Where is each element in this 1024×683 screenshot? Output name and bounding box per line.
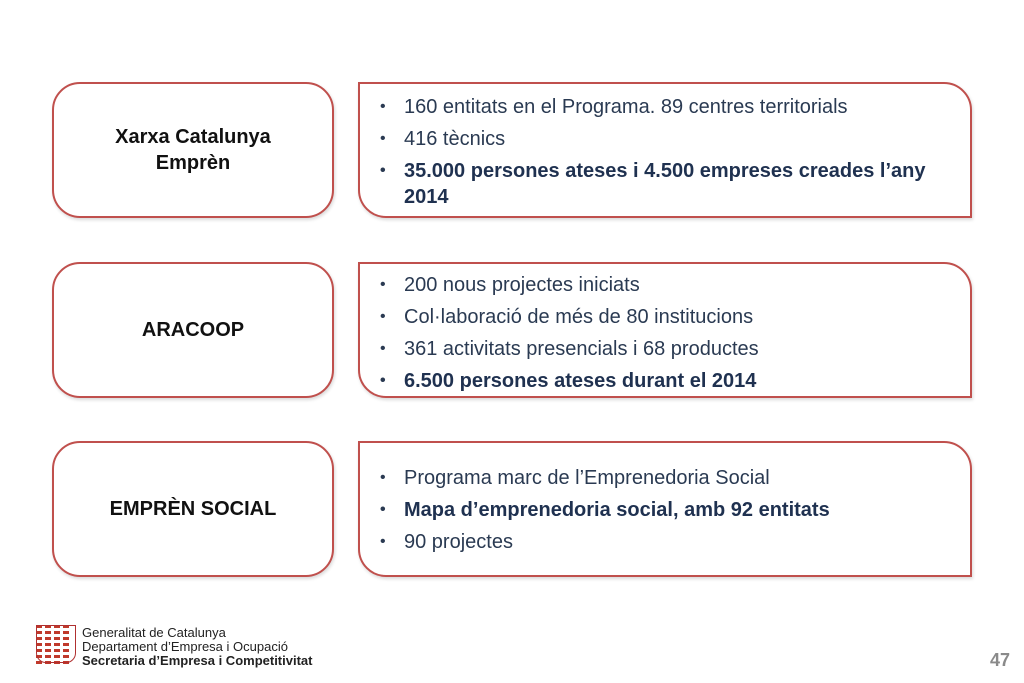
page-number: 47 [989,650,1010,670]
bullet-icon: • [380,533,386,550]
list-item: • 160 entitats en el Programa. 89 centres territorials [380,96,848,118]
list-item: • Col·laboració de més de 80 institucions [380,306,754,328]
content-box-xarxa-catalunya [358,82,972,218]
bullet-icon: • [380,98,386,115]
list-item: • 200 nous projectes iniciats [380,274,640,296]
footer-organization [82,626,312,668]
bullet-list [378,465,946,555]
list-item: • 90 projectes [380,531,513,553]
label-box-empren-social [52,441,334,577]
bullet-icon: • [380,308,386,325]
generalitat-logo-icon [36,625,78,665]
list-item: • Mapa d’emprenedoria social, amb 92 entitats [380,499,830,521]
list-item: • 35.000 persones ateses i 4.500 empreses creades l’any 2014 [380,160,926,208]
footer-line-3: Secretaria d’Empresa i Competitivitat [82,653,313,668]
label-text [142,317,244,343]
label-line: Emprèn [155,152,231,174]
footer-line-2: Departament d’Empresa i Ocupació [82,639,288,654]
list-item: • 361 activitats presencials i 68 productes [380,338,759,360]
label-line: EMPRÈN SOCIAL [109,498,277,520]
label-line: ARACOOP [141,319,245,341]
label-text [110,496,277,522]
label-box-xarxa-catalunya [52,82,334,218]
label-text [115,124,271,176]
bullet-icon: • [380,130,386,147]
bullet-icon: • [380,340,386,357]
content-box-aracoop [358,262,972,398]
label-line: Xarxa Catalunya [115,126,271,148]
bullet-icon: • [380,162,386,179]
content-box-empren-social [358,441,972,577]
bullet-icon: • [380,469,386,486]
bullet-icon: • [380,372,386,389]
bullet-icon: • [380,501,386,518]
list-item: • Programa marc de l’Emprenedoria Social [380,467,770,489]
label-box-aracoop [52,262,334,398]
bullet-list [378,94,946,210]
list-item: • 416 tècnics [380,128,506,150]
footer-line-1: Generalitat de Catalunya [82,625,226,640]
bullet-list [378,272,946,394]
logo-frame [36,625,76,663]
list-item: • 6.500 persones ateses durant el 2014 [380,370,757,392]
bullet-icon: • [380,276,386,293]
